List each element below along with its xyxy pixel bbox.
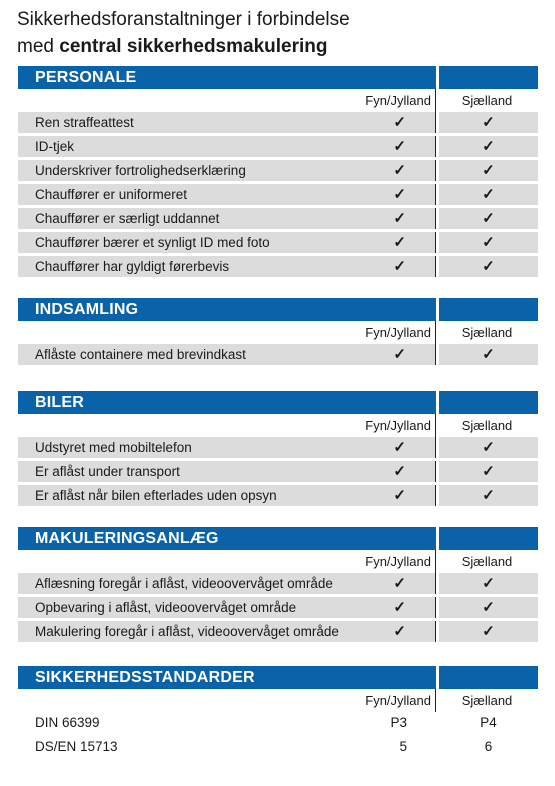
checkmark-icon: ✓: [439, 256, 538, 277]
col-header-sjaelland: Sjælland: [461, 325, 513, 340]
checkmark-icon: ✓: [355, 256, 436, 277]
checkmark-icon: ✓: [439, 184, 538, 205]
table-row: [18, 621, 538, 642]
checkmark-icon: ✓: [355, 485, 436, 506]
col-header-sjaelland: Sjælland: [461, 418, 513, 433]
table-row: [18, 344, 538, 365]
table-row: [18, 136, 538, 157]
checkmark-icon: ✓: [439, 621, 538, 642]
checkmark-icon: ✓: [439, 437, 538, 458]
row-label: Opbevaring i aflåst, videoovervåget område: [18, 597, 355, 618]
checkmark-icon: ✓: [439, 597, 538, 618]
table-row: [18, 573, 538, 594]
checkmark-icon: ✓: [355, 232, 436, 253]
row-label: Aflæsning foregår i aflåst, videoovervåget område: [18, 573, 355, 594]
column-spacer: [18, 689, 330, 712]
table-row: [18, 485, 538, 506]
header-right: [439, 527, 538, 550]
section-title: MAKULERINGSANLÆG: [18, 527, 436, 550]
col-header-sjaelland: Sjælland: [461, 93, 513, 108]
column-spacer: [18, 550, 330, 573]
row-label: Chauffører har gyldigt førerbevis: [18, 256, 355, 277]
checkmark-icon: ✓: [355, 160, 436, 181]
checkmark-icon: ✓: [439, 160, 538, 181]
table-row: [18, 112, 538, 133]
title-prefix: med: [17, 36, 60, 57]
section-title: BILER: [18, 391, 436, 414]
header-right: [439, 66, 538, 89]
standard-value-fyn-jylland: 5: [399, 739, 407, 754]
standard-row: [18, 736, 538, 757]
checkmark-icon: ✓: [355, 621, 436, 642]
row-label: Underskriver fortrolighedserklæring: [18, 160, 355, 181]
checkmark-icon: ✓: [439, 485, 538, 506]
title-line-2: [17, 33, 350, 60]
section-header: [18, 527, 538, 550]
checkmark-icon: ✓: [355, 136, 436, 157]
section-4: [18, 666, 538, 760]
header-right: [439, 666, 538, 689]
checkmark-icon: ✓: [439, 573, 538, 594]
checkmark-icon: ✓: [439, 344, 538, 365]
row-label: Chauffører er uniformeret: [18, 184, 355, 205]
page-title: [17, 6, 350, 60]
col-header-sjaelland: Sjælland: [461, 693, 513, 708]
checkmark-icon: ✓: [355, 597, 436, 618]
table-row: [18, 160, 538, 181]
col-header-fyn-jylland: Fyn/Jylland: [330, 550, 436, 573]
row-label: Ren straffeattest: [18, 112, 355, 133]
row-label: Makulering foregår i aflåst, videoovervåget område: [18, 621, 355, 642]
standard-label: DIN 66399: [35, 715, 100, 730]
table-row: [18, 461, 538, 482]
column-headers: [18, 414, 538, 437]
table-row: [18, 256, 538, 277]
row-label: Er aflåst under transport: [18, 461, 355, 482]
row-label: Er aflåst når bilen efterlades uden opsyn: [18, 485, 355, 506]
standard-row: [18, 712, 538, 733]
section-0: [18, 66, 538, 280]
header-right: [439, 391, 538, 414]
row-label: Udstyret med mobiltelefon: [18, 437, 355, 458]
column-headers: [18, 89, 538, 112]
section-title: SIKKERHEDSSTANDARDER: [18, 666, 436, 689]
row-label: Aflåste containere med brevindkast: [18, 344, 355, 365]
section-header: [18, 298, 538, 321]
col-header-fyn-jylland: Fyn/Jylland: [330, 89, 436, 112]
column-headers: [18, 550, 538, 573]
checkmark-icon: ✓: [355, 344, 436, 365]
column-spacer: [18, 89, 330, 112]
col-header-fyn-jylland: Fyn/Jylland: [330, 689, 436, 712]
table-row: [18, 184, 538, 205]
table-row: [18, 437, 538, 458]
section-1: [18, 298, 538, 368]
row-label: Chauffører er særligt uddannet: [18, 208, 355, 229]
title-line-1: Sikkerhedsforanstaltninger i forbindelse: [17, 9, 350, 30]
col-header-fyn-jylland: Fyn/Jylland: [330, 321, 436, 344]
checkmark-icon: ✓: [355, 461, 436, 482]
checkmark-icon: ✓: [439, 461, 538, 482]
standard-label: DS/EN 15713: [35, 739, 118, 754]
column-spacer: [18, 414, 330, 437]
checkmark-icon: ✓: [355, 573, 436, 594]
standard-value-sjaelland: 6: [484, 739, 493, 754]
section-2: [18, 391, 538, 509]
checkmark-icon: ✓: [355, 208, 436, 229]
column-headers: [18, 321, 538, 344]
header-right: [439, 298, 538, 321]
section-header: [18, 666, 538, 689]
checkmark-icon: ✓: [355, 437, 436, 458]
section-header: [18, 66, 538, 89]
col-header-sjaelland: Sjælland: [461, 554, 513, 569]
column-headers: [18, 689, 538, 712]
checkmark-icon: ✓: [355, 184, 436, 205]
row-label: ID-tjek: [18, 136, 355, 157]
title-bold: central sikkerhedsmakulering: [59, 36, 328, 57]
section-header: [18, 391, 538, 414]
checkmark-icon: ✓: [439, 136, 538, 157]
section-title: PERSONALE: [18, 66, 436, 89]
standard-value-sjaelland: P4: [480, 715, 497, 730]
column-spacer: [18, 321, 330, 344]
table-row: [18, 232, 538, 253]
standard-value-fyn-jylland: P3: [390, 715, 407, 730]
checkmark-icon: ✓: [439, 112, 538, 133]
table-row: [18, 208, 538, 229]
row-label: Chauffører bærer et synligt ID med foto: [18, 232, 355, 253]
checkmark-icon: ✓: [439, 208, 538, 229]
checkmark-icon: ✓: [355, 112, 436, 133]
section-3: [18, 527, 538, 645]
col-header-fyn-jylland: Fyn/Jylland: [330, 414, 436, 437]
table-row: [18, 597, 538, 618]
checkmark-icon: ✓: [439, 232, 538, 253]
section-title: INDSAMLING: [18, 298, 436, 321]
